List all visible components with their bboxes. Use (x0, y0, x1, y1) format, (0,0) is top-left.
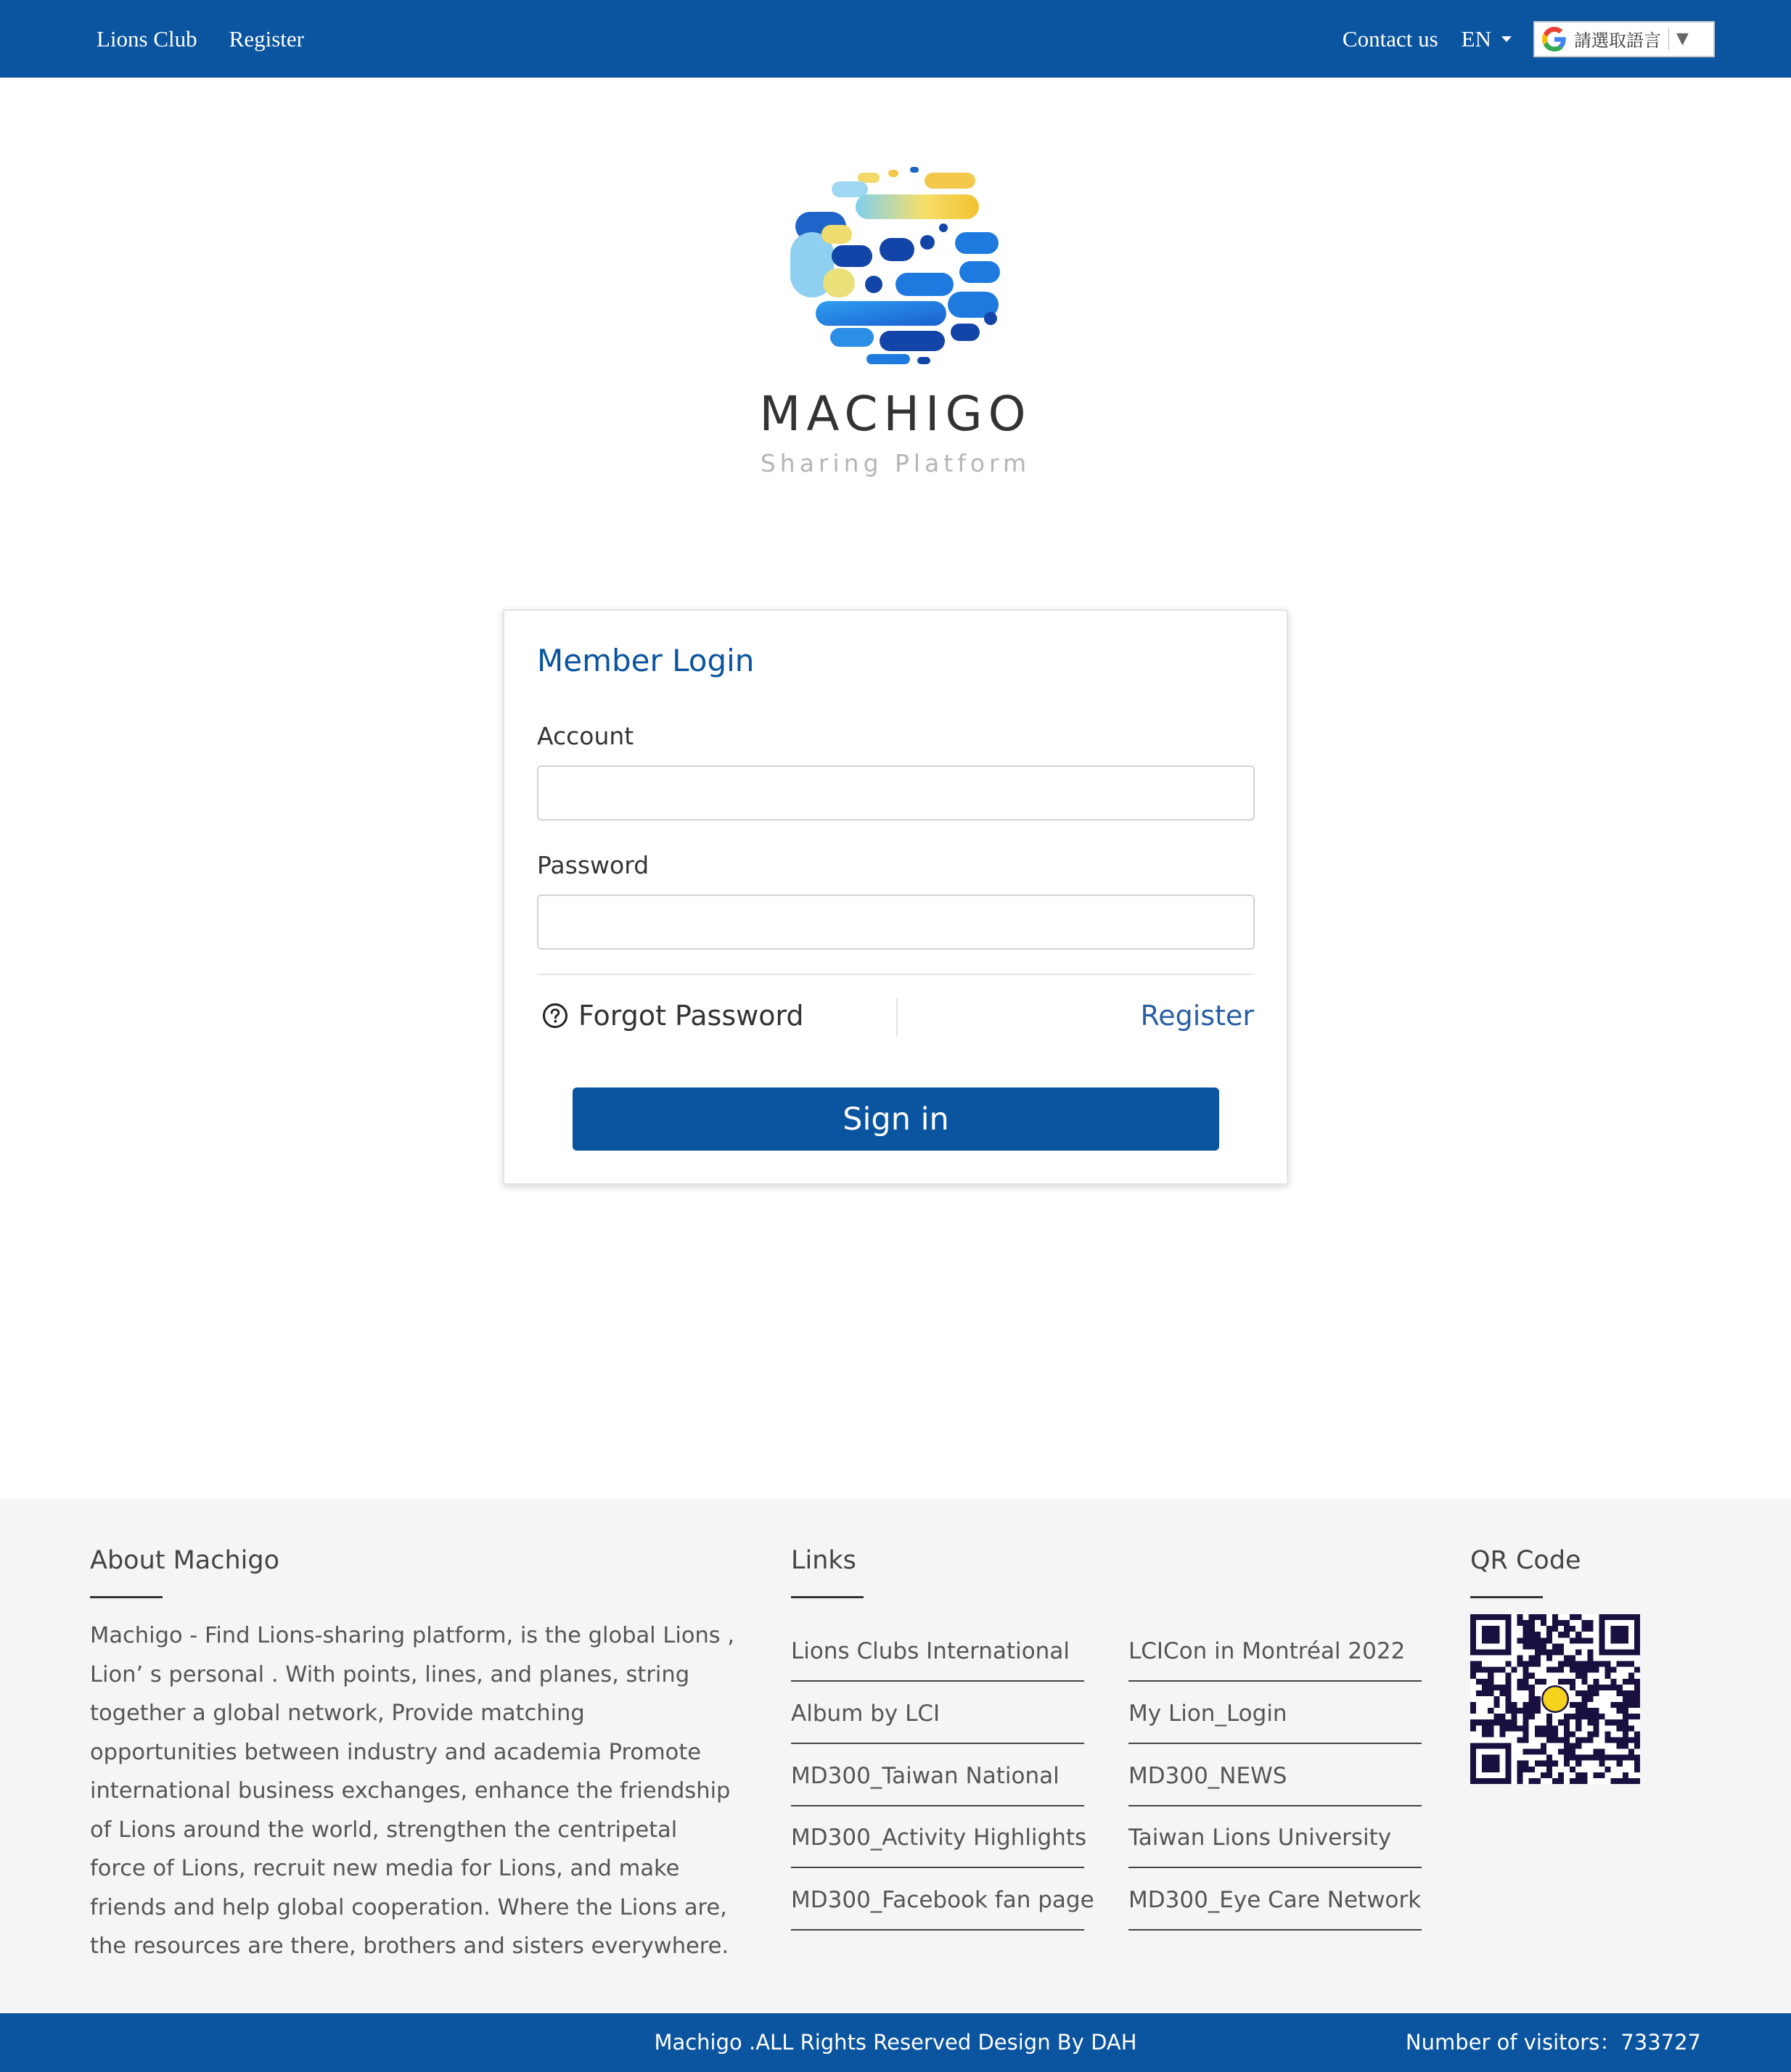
translate-divider (1668, 28, 1669, 50)
about-underline (90, 1596, 163, 1598)
login-card (503, 609, 1288, 1185)
top-navbar (0, 0, 1791, 78)
translate-label: 請選取語言 (1574, 30, 1661, 51)
brand-logo-block (0, 152, 1791, 477)
nav-register-link[interactable]: Register (229, 25, 304, 52)
card-register-link[interactable]: Register (1140, 1000, 1254, 1032)
language-label: EN (1461, 25, 1491, 52)
translate-arrow-icon: ▼ (1676, 30, 1689, 48)
site-footer (0, 1498, 1791, 2013)
sign-in-button[interactable]: Sign in (573, 1088, 1219, 1151)
copyright-text: Machigo .ALL Rights Reserved Design By DAH (654, 2030, 1137, 2055)
bottom-bar (0, 2013, 1791, 2072)
footer-link[interactable]: MD300_NEWS (1128, 1744, 1422, 1806)
footer-link[interactable]: Taiwan Lions University (1128, 1806, 1422, 1868)
brand-tagline: Sharing Platform (760, 449, 1031, 477)
qr-code-image (1470, 1614, 1640, 1784)
links-title: Links (791, 1546, 856, 1575)
footer-link[interactable]: MD300_Facebook fan page (791, 1868, 1084, 1931)
about-text: Machigo - Find Lions-sharing platform, is the global Lions , Lion’ s personal . With points, lines, and planes, string together a global network, Provide matching opportunities between industry and academia Promote international business exchanges, enhance the friendship of Lions around the world, strengthen the centripetal force of Lions, recruit new media for Lions, and make friends and help global cooperation. Where the Lions are, the resources are there, brothers and sisters everywhere. (90, 1623, 735, 1959)
account-label: Account (537, 722, 634, 750)
account-input[interactable] (537, 765, 1255, 821)
qr-title: QR Code (1470, 1546, 1581, 1575)
login-title: Member Login (537, 643, 755, 678)
links-underline (791, 1596, 864, 1598)
google-translate-select[interactable] (1533, 21, 1715, 57)
footer-link[interactable]: MD300_Taiwan National (791, 1744, 1084, 1806)
footer-link[interactable]: Lions Clubs International (791, 1619, 1084, 1682)
visitor-counter: Number of visitors：733727 (1405, 2030, 1701, 2055)
footer-link[interactable]: LCICon in Montréal 2022 (1128, 1619, 1422, 1682)
machigo-globe-logo (787, 152, 1004, 370)
qr-underline (1470, 1596, 1543, 1598)
caret-down-icon (1501, 36, 1512, 42)
password-label: Password (537, 851, 649, 879)
nav-lions-club-link[interactable]: Lions Club (97, 25, 197, 52)
forgot-password-link[interactable] (542, 1000, 804, 1032)
footer-link[interactable]: MD300_Activity Highlights (791, 1806, 1084, 1868)
footer-link[interactable]: Album by LCI (791, 1682, 1084, 1744)
navbar-right (1343, 0, 1715, 78)
footer-link[interactable]: MD300_Eye Care Network (1128, 1868, 1422, 1931)
language-dropdown[interactable] (1462, 26, 1512, 52)
vertical-separator (896, 998, 898, 1036)
google-g-icon (1542, 27, 1567, 52)
brand-name: MACHIGO (759, 386, 1032, 442)
nav-contact-link[interactable]: Contact us (1342, 25, 1438, 52)
forgot-password-label: Forgot Password (578, 1000, 804, 1032)
password-input[interactable] (537, 895, 1255, 950)
footer-link[interactable]: My Lion_Login (1128, 1682, 1422, 1744)
about-title: About Machigo (90, 1546, 280, 1575)
card-divider (537, 974, 1255, 975)
question-circle-icon (542, 1003, 568, 1029)
navbar-left-links (97, 0, 304, 78)
